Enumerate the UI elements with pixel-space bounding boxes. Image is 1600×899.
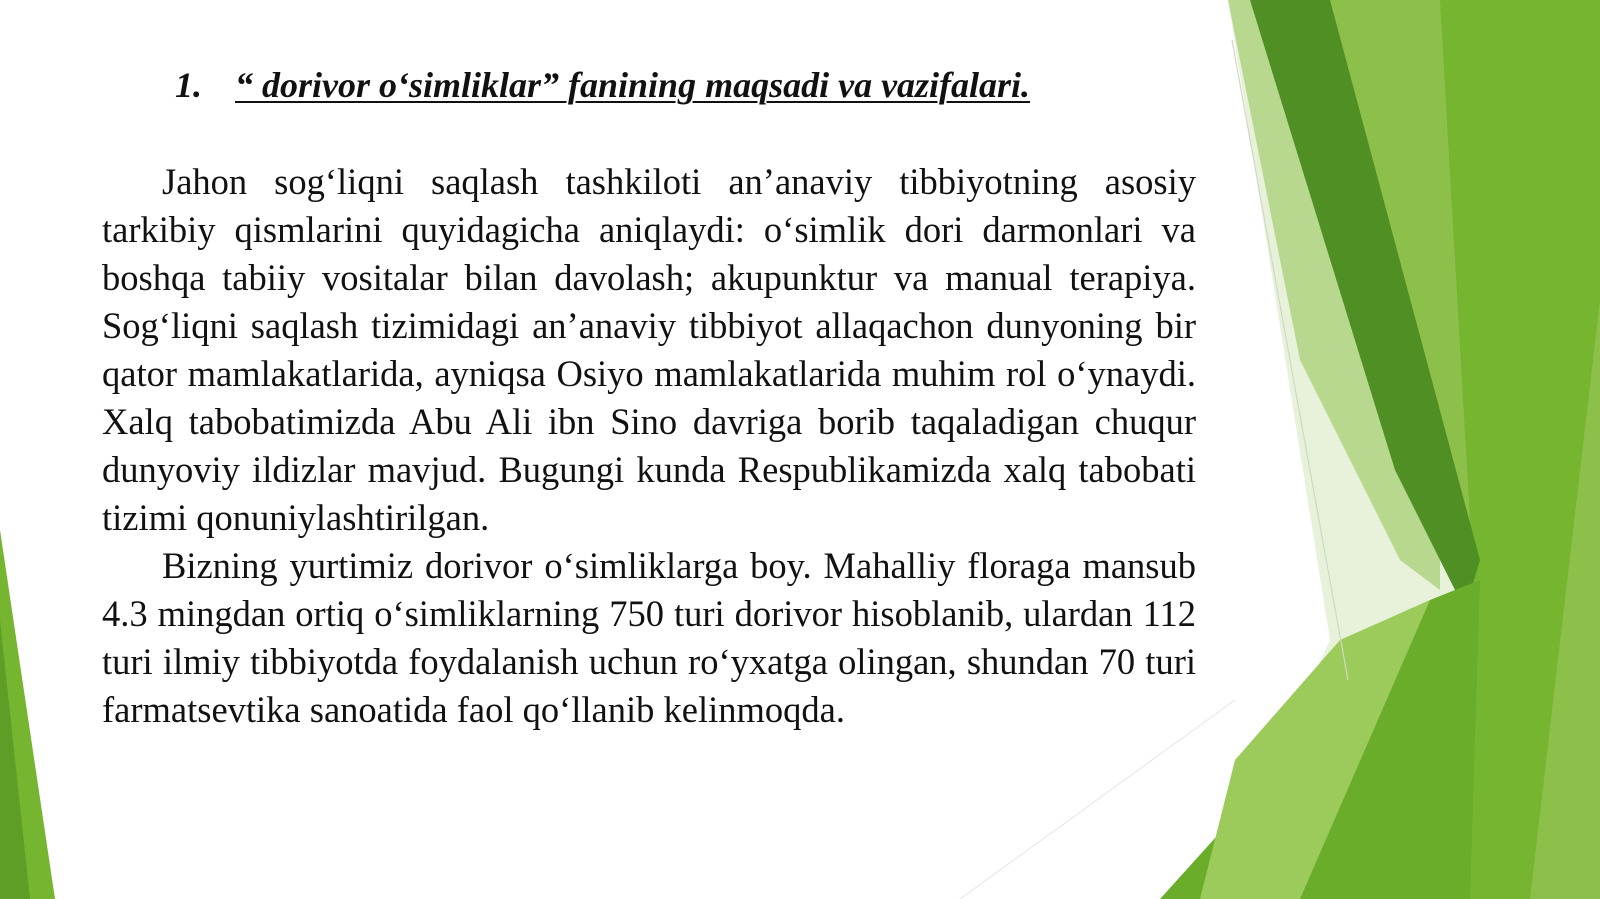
slide-body: [102, 158, 1196, 734]
slide-heading: [175, 64, 1030, 107]
heading-title: “ dorivor o‘simliklar” fanining maqsadi va vazifalari.: [235, 65, 1031, 105]
paragraph-1: Jahon sog‘liqni saqlash tashkiloti an’anaviy tibbiyotning asosiy tarkibiy qismlarini quyidagicha aniqlaydi: o‘simlik dori darmonlari va boshqa tabiiy vositalar bilan davolash; akupunktur va manual terapiya. Sog‘liqni saqlash tizimidagi an’anaviy tibbiyot allaqachon dunyoning bir qator mamlakatlarida, ayniqsa Osiyo mamlakatlarida muhim rol o‘ynaydi. Xalq tabobatimizda Abu Ali ibn Sino davriga borib taqaladigan chuqur dunyoviy ildizlar mavjud. Bugungi kunda Respublikamizda xalq tabobati tizimi qonuniylashtirilgan.: [102, 161, 1196, 538]
paragraph-2: Bizning yurtimiz dorivor o‘simliklarga boy. Mahalliy floraga mansub 4.3 mingdan ortiq o‘simliklarning 750 turi dorivor hisoblanib, ulardan 112 turi ilmiy tibbiyotda foydalanish uchun ro‘yxatga olingan, shundan 70 turi farmatsevtika sanoatida faol qo‘llanib kelinmoqda.: [102, 545, 1196, 730]
heading-number: 1.: [175, 65, 202, 105]
